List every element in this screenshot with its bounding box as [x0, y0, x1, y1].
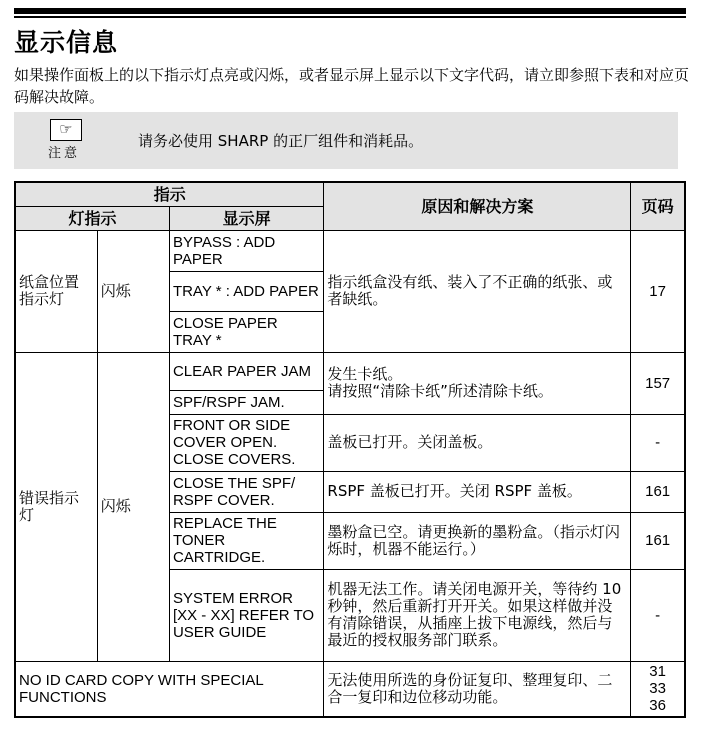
header-page: 页码 — [631, 182, 685, 230]
page-number: 161 — [631, 471, 685, 512]
page-number: 157 — [631, 352, 685, 414]
page-number: 31 — [649, 663, 666, 681]
page-number: 33 — [649, 680, 666, 698]
display-message: CLEAR PAPER JAM — [169, 352, 323, 390]
cause-text: 机器无法工作。请关闭电源开关，等待约 10 秒钟，然后重新打开开关。如果这样做并没有清除错误，从插座上拔下电源线，然后与最近的授权服务部门联系。 — [324, 569, 631, 661]
display-message: REPLACE THE TONER CARTRIDGE. — [169, 512, 323, 569]
header-indication: 指示 — [15, 182, 324, 206]
page-numbers — [631, 661, 685, 717]
display-message: NO ID CARD COPY WITH SPECIAL FUNCTIONS — [15, 661, 324, 717]
display-message: BYPASS : ADD PAPER — [169, 230, 323, 271]
header-lamp: 灯指示 — [15, 206, 169, 230]
header-rule-thin — [14, 16, 686, 18]
cause-text: 盖板已打开。关闭盖板。 — [324, 414, 631, 471]
page-title: 显示信息 — [14, 28, 119, 57]
display-message: SYSTEM ERROR [XX - XX] REFER TO USER GUIDE — [169, 569, 323, 661]
intro-paragraph: 如果操作面板上的以下指示灯点亮或闪烁，或者显示屏上显示以下文字代码，请立即参照下表和对应页码解决故障。 — [14, 66, 690, 106]
lamp-error: 错误指示灯 — [15, 352, 97, 661]
lamp-paper-tray: 纸盒位置指示灯 — [15, 230, 97, 352]
lamp-state: 闪烁 — [97, 352, 169, 661]
header-rule-thick — [14, 8, 686, 14]
notice-box — [14, 112, 678, 169]
cause-text: 无法使用所选的身份证复印、整理复印、二合一复印和边位移动功能。 — [324, 661, 631, 717]
cause-text: RSPF 盖板已打开。关闭 RSPF 盖板。 — [324, 471, 631, 512]
cause-text: 发生卡纸。 请按照“清除卡纸”所述清除卡纸。 — [324, 352, 631, 414]
page-number: 161 — [631, 512, 685, 569]
message-table — [14, 181, 686, 718]
pointing-hand-icon: ☞ — [50, 119, 82, 141]
display-message: CLOSE THE SPF/ RSPF COVER. — [169, 471, 323, 512]
display-message: SPF/RSPF JAM. — [169, 390, 323, 414]
cause-text: 墨粉盒已空。请更换新的墨粉盒。（指示灯闪烁时，机器不能运行。） — [324, 512, 631, 569]
display-message: FRONT OR SIDE COVER OPEN. CLOSE COVERS. — [169, 414, 323, 471]
display-message: CLOSE PAPER TRAY * — [169, 311, 323, 352]
page-number: 17 — [631, 230, 685, 352]
cause-text: 指示纸盒没有纸、装入了不正确的纸张、或者缺纸。 — [324, 230, 631, 352]
header-display: 显示屏 — [169, 206, 323, 230]
lamp-state: 闪烁 — [97, 230, 169, 352]
header-cause: 原因和解决方案 — [324, 182, 631, 230]
notice-text: 请务必使用 SHARP 的正厂组件和消耗品。 — [138, 132, 424, 150]
page-number: 36 — [649, 697, 666, 715]
page-number: - — [631, 569, 685, 661]
display-message: TRAY * : ADD PAPER — [169, 271, 323, 311]
page-number: - — [631, 414, 685, 471]
notice-label: 注意 — [48, 146, 81, 161]
